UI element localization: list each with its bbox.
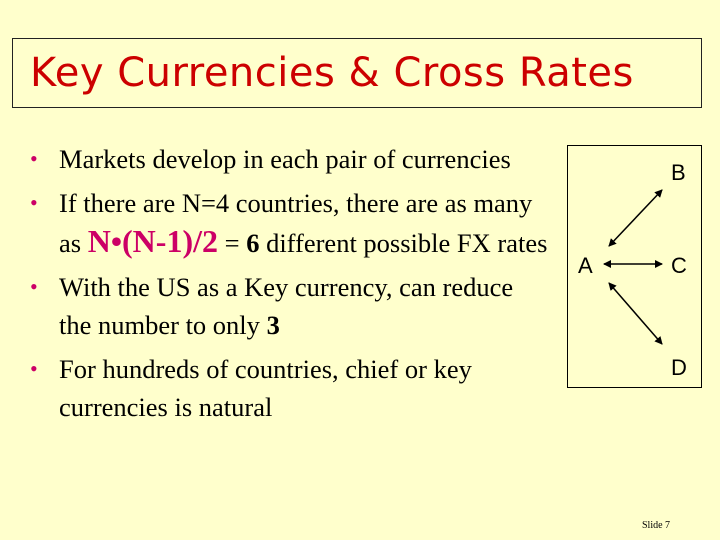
bullet-text: Markets develop in each pair of currencies bbox=[59, 144, 511, 174]
bullet-text: If there are N=4 countries, there are as many as bbox=[59, 188, 533, 258]
bullet-list bbox=[28, 140, 548, 432]
bullet-marker: • bbox=[30, 146, 38, 171]
bullet-marker: • bbox=[30, 356, 38, 381]
bullet-item bbox=[28, 350, 548, 426]
node-a-label: A bbox=[578, 253, 593, 278]
bullet-text: With the US as a Key currency, can reduce the number to only bbox=[59, 272, 514, 340]
node-c-label: C bbox=[671, 253, 687, 278]
bullet-item bbox=[28, 184, 548, 262]
bullet-text-end: different possible FX rates bbox=[259, 228, 548, 258]
equals-sign: = bbox=[217, 228, 247, 258]
pair-count: 6 bbox=[246, 228, 260, 258]
reduced-count: 3 bbox=[266, 310, 280, 340]
node-b-label: B bbox=[671, 160, 686, 185]
bullet-text: For hundreds of countries, chief or key currencies is natural bbox=[59, 354, 472, 422]
node-d-label: D bbox=[671, 355, 687, 380]
slide-title: Key Currencies & Cross Rates bbox=[30, 50, 634, 96]
bullet-item bbox=[28, 268, 548, 344]
slide-number: Slide 7 bbox=[642, 520, 671, 531]
bullet-marker: • bbox=[30, 190, 38, 215]
pairs-formula: N•(N-1)/2 bbox=[87, 223, 218, 259]
bullet-item bbox=[28, 140, 548, 178]
bullet-marker: • bbox=[30, 274, 38, 299]
